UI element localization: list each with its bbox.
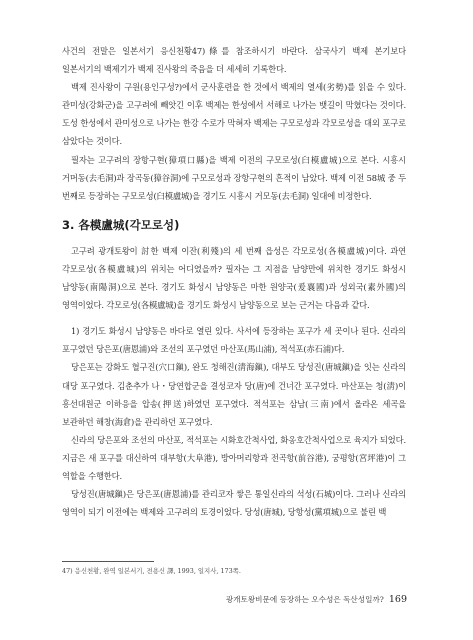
numbered-paragraph: 1) 경기도 화성시 남양동은 바다로 열린 있다. 사서에 등장하는 포구가 세 곳이나 된다. 신라의 포구였던 당은포(唐恩浦)와 조선의 포구였던 마산포(馬山浦), 적석포(赤石浦)다. <box>62 326 406 355</box>
running-footer <box>226 594 407 605</box>
paragraph: 사건의 전말은 일본서기 응신천황47)條를 참조하시기 바란다. 삼국사기 백제 본기보다 일본서기의 백제기가 백제 진사왕의 죽음을 더 세세히 기록한다. <box>62 46 406 75</box>
paragraph: 백제 진사왕이 구원(용인구성?)에서 군사훈련을 한 것에서 백제의 열세(劣勢)를 읽을 수 있다. 관미성(강화군)을 고구려에 빼앗긴 이후 백제는 한성에서 서해로 나가는 뱃길이 막혔다는 것이다. 도성 한성에서 관미성으로 나가는 한강 수로가 막혀자 백제는 구모로성과 각모로성을 대외 포구로 삼았다는 것이다. <box>62 82 406 147</box>
footnote: 47) 응신천황, 완역 일본서기, 전용신 譯, 1993, 일지사, 173쪽. <box>62 567 241 575</box>
paragraph: 고구려 광개토왕이 討한 백제 이잔(利殘)의 세 번째 읍성은 각모로성(各模盧城)이다. 과연 각모로성(各模盧城)의 위치는 어디였을까? 필자는 그 지점을 남양만에 위치한 경기도 화성시 남양동(南陽洞)으로 본다. 경기도 화성시 남양동은 마한 원양국(爰襄國)과 성외국(素外國)의 영역이었다. 각모로성(各模盧城)을 경기도 화성시 남양동으로 보는 근거는 다음과 같다. <box>62 245 406 311</box>
section-heading: 3. 各模盧城(각모로성) <box>62 217 180 232</box>
mid-section <box>62 242 406 314</box>
paragraph: 필자는 고구려의 장항구현(獐項口縣)을 백제 이전의 구모로성(臼模盧城)으로 본다. 시흥시 거머동(去毛洞)과 장곡동(獐谷洞)에 구모로성과 장항구현의 흔적이 남았다. 백제 이전 58城 중 두 번째로 등장하는 구모로성(臼模盧城)을 경기도 시흥시 거모동(去毛洞) 일대에 비정한다. <box>62 154 406 201</box>
spacer <box>62 314 406 322</box>
paragraph: 신라의 당은포와 조선의 마산포, 적석포는 시화호간척사업, 화옹호간척사업으로 육지가 되었다. 지금은 새 포구를 대신하여 대부항(大阜港), 방아머리항과 전곡항(前谷港), 궁평항(宮坪港)이 그 역할을 수행한다. <box>62 434 406 481</box>
page-body <box>62 42 406 521</box>
bottom-section <box>62 322 406 521</box>
paragraph: 당성진(唐城鎭)은 당은포(唐恩浦)를 관리코자 쌓은 통일신라의 석성(石城)이다. 그러나 신라의 영역이 되기 이전에는 백제와 고구려의 토경이었다. 당성(唐城), 당항성(黨項城)으로 불린 백 <box>62 489 406 518</box>
running-title: 광개토왕비문에 등장하는 오수성은 독산성일까? <box>225 595 384 604</box>
page-number: 169 <box>388 594 407 605</box>
footnote-divider <box>62 561 154 562</box>
paragraph: 당은포는 강화도 혈구진(穴口鎭), 완도 청해진(淸海鎭), 대부도 당성진(唐城鎭)을 잇는 신라의 대당 포구였다. 김춘추가 나・당연합군을 결성코자 당(唐)에 건너간 포구였다. 마산포는 청(淸)이 흥선대원군 이하응을 압송(押送)하였던 포구였다. 적석포는 삼남(三南)에서 올라온 세곡을 보관하던 해창(海倉)을 관리하던 포구였다. <box>62 362 406 427</box>
top-section <box>62 42 406 205</box>
